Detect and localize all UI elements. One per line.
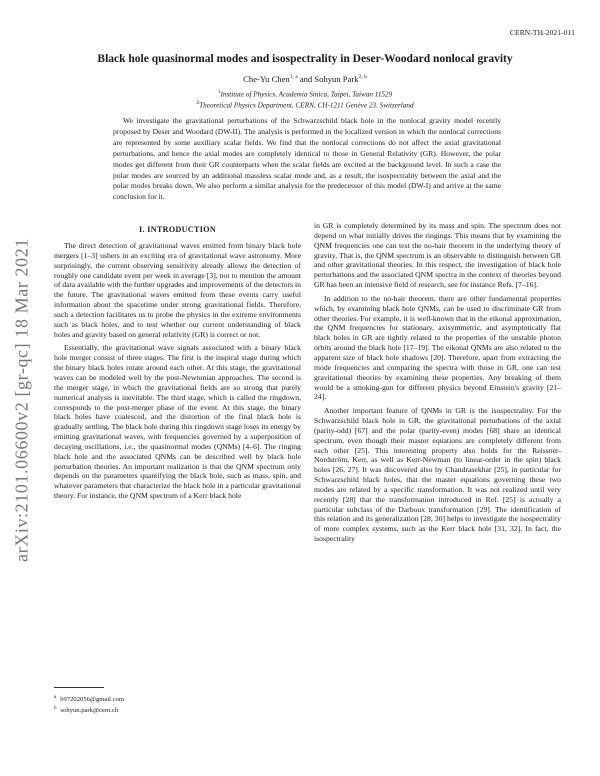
affiliation-text: Theoretical Physics Department, CERN, CH-1211 Genève 23, Switzerland	[199, 101, 414, 110]
affiliation-mark: 1	[217, 89, 221, 95]
section-heading: I. INTRODUCTION	[138, 225, 217, 234]
footnote	[54, 694, 124, 705]
body-paragraph: in GR is completely determined by its mass and spin. The spectrum does not depend on what initially drives the ringings. This means that by examining the QNM frequencies one can test the no-hair theorem in the underlying theory of gravity. That is, the QNM spectrum is an observable to distinguish between GR and other gravitational theories. In this respect, the investigation of black hole perturbations and the associated QNM spectra in the context of theories beyond GR has been an intensive field of research, see for instance Refs. [7–16].	[314, 221, 561, 290]
author-line	[60, 74, 550, 84]
affiliation-line	[60, 100, 550, 109]
abstract: We investigate the gravitational perturbations of the Schwarzschild black hole in the nonlocal gravity model recently proposed by Deser and Woodard (DW-II). The analysis is performed in the localized version in which the nonlocal corrections are represented by some auxiliary scalar fields. We find that the nonlocal corrections do not affect the axial gravitational perturbations, and hence the axial modes are completely identical to those in General Relativity (GR). However, the polar modes get different from their GR counterparts when the scalar fields are excited at the background level. In such a case the polar modes are sourced by an additional massless scalar mode and, as a result, the isospectrality between the axial and the polar modes breaks down. We also perform a similar analysis for the predecessor of this model (DW-I) and arrive at the same conclusion for it.	[113, 116, 501, 202]
footnote-rule	[54, 687, 104, 688]
right-column	[314, 221, 561, 544]
body-paragraph: Essentially, the gravitational wave signals associated with a binary black hole merger consist of three stages. The first is the inspiral stage during which the binary black holes rotate around each other. At this stage, the gravitational waves can be modeled well by the post-Newtonian approaches. The second is the merger stage, in which the gravitational fields are so strong that purely numerical analysis is inevitable. The third stage, which is called the ringdown, corresponds to the post-merger phase of the event. At this stage, the binary black holes have coalesced, and the distortion of the final black hole is gradually settling. The black hole during this ringdown stage loses its energy by emitting gravitational waves, with frequencies governed by a superposition of decaying oscillations, i.e., the quasinormal modes (QNMs) [4–6]. The ringing black hole and the associated QNMs can be described well by black hole perturbation theories. An important realization is that the QNM spectrum only depends on the parameters quantifying the black hole, such as mass, spin, and whatever parameters that characterize the black hole in a particular gravitational theory. For instance, the QNM spectrum of a Kerr black hole	[54, 343, 301, 501]
paper-title: Black hole quasinormal modes and isospectrality in Deser-Woodard nonlocal gravity	[97, 53, 513, 65]
author-joiner: and	[297, 74, 315, 84]
author-affiliation-mark: 2, b	[358, 74, 367, 81]
author-name: Che-Yu Chen	[243, 74, 290, 84]
affiliation-mark: 2	[196, 100, 200, 106]
arxiv-stamp: arXiv:2101.06600v2 [gr-qc] 18 Mar 2021	[11, 238, 32, 562]
footnote-email: b97202056@gmail.com	[60, 696, 124, 704]
report-number: CERN-TH-2021-011	[509, 28, 575, 37]
affiliation-text: Institute of Physics, Academia Sinica, Taipei, Taiwan 11529	[220, 90, 393, 99]
footnote-mark: b	[54, 705, 57, 711]
footnotes	[54, 694, 124, 716]
left-column	[54, 241, 301, 501]
body-paragraph: Another important feature of QNMs in GR is the isospectrality. For the Schwarzschild black hole in GR, the gravitational perturbations of the axial (parity-odd) [67] and the polar (parity-even) modes [68] share an identical spectrum, even though their master equations are completely different from each other [25]. This interesting property also holds for the Reissner-Nordström, Kerr, as well as Kerr-Newman (to linear-order in the spin) black holes [26, 27]. It was discovered also by Chandrasekhar [25], in particular for Schwarzschild black holes, that the master equations governing these two modes are related by a specific transformation. It was not realized until very recently [28] that the transformation introduced in Ref. [25] is actually a particular subclass of the Darboux transformation [29]. The identification of this relation and its generalization [28, 30] helps to investigate the isospectrality of more complex systems, such as the Kerr black hole [31, 32]. In fact, the isospectrality	[314, 406, 561, 544]
author-name: Sohyun Park	[314, 74, 359, 84]
body-paragraph: The direct detection of gravitational waves emitted from binary black hole mergers [1–3] ushers in an exciting era of gravitational wave astronomy. More surprisingly, the current observing sensitivity already allows the detection of roughly one candidate event per week in average [3], not to mention the amount of data available with the further upgrades and improvements of the detectors in the future. The gravitational waves emitted from these events carry useful information about the spacetime under strong gravitational fields. Therefore, such a detection facilitates us to probe the physics in the extreme environments such as black holes, and to test whether our current understanding of black holes and gravity based on general relativity (GR) is correct or not.	[54, 241, 301, 339]
author-affiliation-mark: 1, a	[289, 74, 298, 81]
arxiv-sidebar	[8, 190, 36, 610]
body-paragraph: In addition to the no-hair theorem, there are other fundamental properties which, by examining black hole QNMs, can be used to discriminate GR from other theories. For example, it is well-known that in the eikonal approximation, the QNM frequencies for stationary, axisymmetric, and asymptotically flat black holes in GR are tightly related to the properties of the unstable photon orbits around the black hole [17–19]. The eikonal QNMs are also related to the apparent size of black hole shadows [20]. Therefore, apart from extracting the mode frequencies and comparing the spectra with those in GR, one can test gravitational theories by examining these properties. Any breaking of them would be a smoking-gun for different physics beyond Einstein's gravity [21–24].	[314, 293, 561, 402]
footnote-mark: a	[54, 695, 57, 700]
footnote-email: sohyun.park@cern.ch	[60, 707, 119, 715]
footnote	[54, 705, 124, 716]
affiliation-line	[60, 89, 550, 98]
